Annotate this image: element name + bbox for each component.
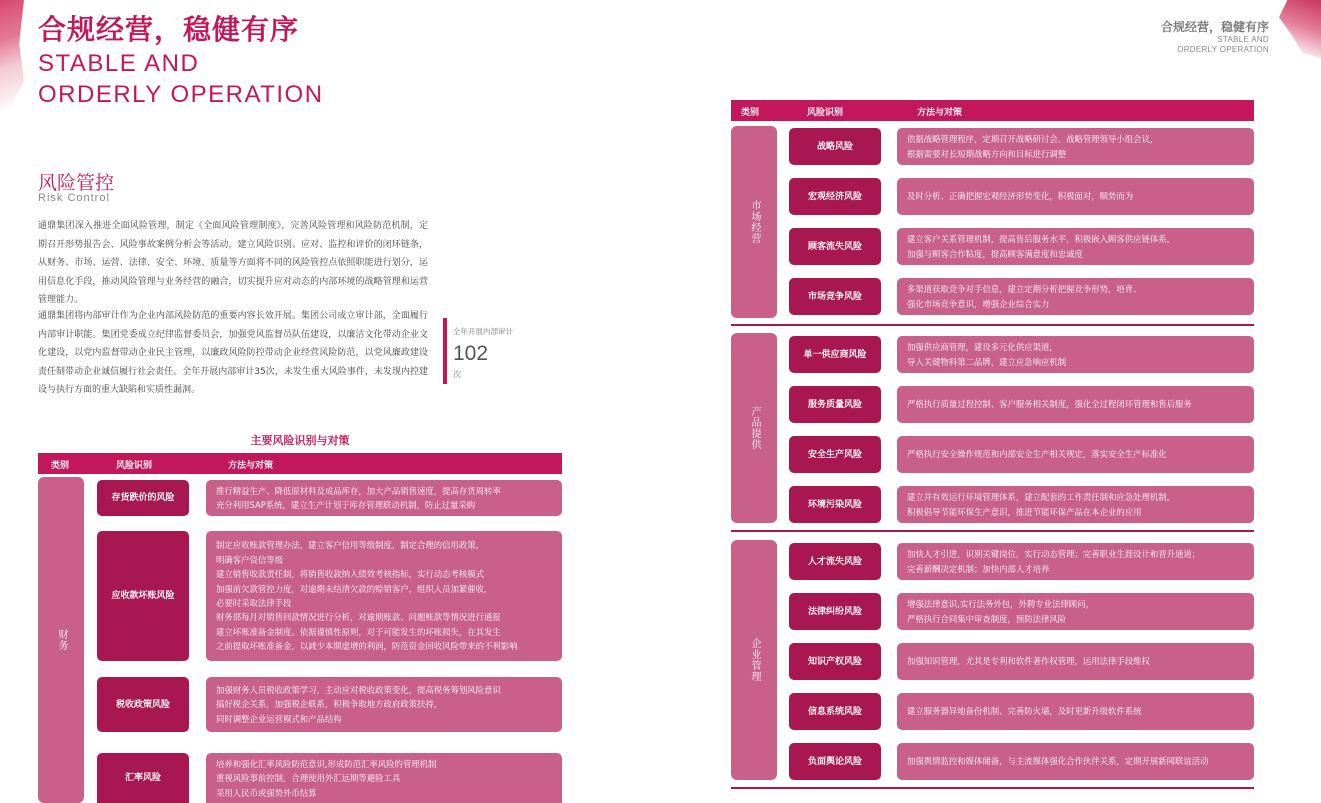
method-line: 加强舆情监控和媒体储备，与主流媒体强化合作伙伴关系，定期开展新闻联谊活动 [907,756,1209,767]
category-label: 产品提供 [749,406,760,450]
method-line: 采用人民币或强势外币结算 [216,787,317,798]
stat-label: 全年开展内部审计 [453,327,513,336]
method-line: 强化市场竞争意识，增强企业综合实力 [907,298,1050,309]
risk-item: 人才流失风险 [789,543,881,580]
method-line: 财务部每月对销售回款情况进行分析，对逾期账款、问题账款等情况进行通报 [216,612,501,623]
category-market [731,126,777,318]
method-line: 建立客户关系管理机制，提高售后服务水平，积极嵌入顾客供应链体系， [907,234,1175,245]
risk-item: 单一供应商风险 [789,336,881,373]
category-divider [731,324,1254,326]
risk-item: 战略风险 [789,128,881,165]
method-item [897,228,1254,265]
risk-item: 存货跌价的风险 [97,480,189,516]
col-method: 方法与对策 [228,461,274,471]
method-line: 依据战略管理程序，定期召开战略研讨会、战略管理领导小组会议， [907,134,1159,145]
method-line: 严格执行质量过程控制、客户服务相关制度，强化全过程闭环管理和售后服务 [907,399,1192,410]
method-line: 建立并有效运行环境管理体系，建立配套的工作责任制和应急处理机制， [907,492,1175,503]
method-line: 建立销售收款责任制，将销售收款纳入绩效考核指标，实行动态考核模式 [216,569,484,580]
category-label: 财务 [56,629,67,651]
method-item [897,593,1254,630]
page-title-en-line2: ORDERLY OPERATION [38,81,324,108]
method-line: 及时分析、正确把握宏观经济形势变化，积极面对，顺势而为 [907,191,1134,202]
method-item [206,480,562,516]
risk-item: 法律纠纷风险 [789,593,881,630]
table-header-left [38,453,562,474]
col-category: 类别 [51,461,70,471]
table-header-right [731,100,1254,121]
risk-item: 信息系统风险 [789,693,881,730]
method-item [897,386,1254,423]
method-line: 加强与顾客合作粘度，提高顾客满意度和忠诚度 [907,248,1083,259]
method-line: 之前提取坏账准备金，以减少本期虚增的利润，防范资金回收风险带来的不利影响 [216,641,518,652]
method-line: 建立服务器异地备份机制、完善防火墙，及时更新升级软件系统 [907,706,1142,717]
method-line: 严格执行安全操作规范和内部安全生产相关规定，落实安全生产标准化 [907,449,1167,460]
table-bottom-line [731,787,1254,789]
method-line: 必要时采取法律手段 [216,598,292,608]
method-item [897,178,1254,215]
method-item [206,753,562,803]
method-line: 严格执行合同集中审查制度，预防法律风险 [907,613,1067,624]
risk-item: 安全生产风险 [789,436,881,473]
category-enterprise [731,540,777,780]
method-item [897,486,1254,523]
category-divider [731,530,1254,532]
method-item [897,543,1254,580]
risk-item: 知识产权风险 [789,643,881,680]
method-item [897,693,1254,730]
method-line: 增强法律意识,实行法务外包，外聘专业法律顾问， [907,599,1094,610]
risk-item: 汇率风险 [97,753,189,803]
risk-item: 应收款坏账风险 [97,531,189,661]
method-line: 完善薪酬决定机制；加快内部人才培养 [907,563,1050,574]
method-item [206,677,562,732]
method-item [897,278,1254,315]
risk-item: 顾客流失风险 [789,228,881,265]
category-product [731,333,777,523]
method-item [897,128,1254,165]
running-header-en2: ORDERLY OPERATION [1177,45,1269,54]
page-title-en [38,48,324,110]
risk-item: 税收政策风险 [97,677,189,732]
method-line: 培养和强化汇率风险防范意识,形成防范汇率风险的管理机制 [216,759,437,769]
method-line: 加快人才引进，识别关键岗位，实行动态管理；完善职业生涯设计和晋升通道； [907,549,1201,560]
body-paragraph-2: 通鼎集团将内部审计作为企业内部风险防范的重要内容长效开展。集团公司成立审计部，全面履行内部审计职能。集团党委成立纪律监督委员会，加强党风监督员队伍建设，以廉洁文化带动企业文化建设，以党内监督带动企业民主管理，以廉政风险防控带动企业经营风险防范，以党风廉政建设责任制带动企业诚信履行社会责任。全年开展内部审计35次，未发生重大风险事件，未发现内控建设与执行方面的重大缺陷和实质性漏洞。 [38,311,428,396]
stat-accent-bar [443,318,447,384]
method-line: 多渠道获取竞争对手信息，建立定期分析把握竞争形势，培育、 [907,284,1142,295]
method-item [206,531,562,661]
category-label: 市场经营 [749,200,760,244]
method-line: 同时调整企业运营模式和产品结构 [216,713,342,724]
risk-item: 宏观经济风险 [789,178,881,215]
col-risk: 风险识别 [116,461,153,471]
method-line: 制定应收账款管理办法，建立客户信用等级制度，制定合理的信用政策， [216,540,484,551]
method-item [897,643,1254,680]
running-header-en1: STABLE AND [1217,35,1269,44]
method-item [897,336,1254,373]
col-risk: 风险识别 [807,108,844,118]
method-line: 导入关键物料第二品牌，建立应急响应机制 [907,356,1067,367]
risk-item: 负面舆论风险 [789,743,881,780]
method-line: 加强前欠款管控力度，对逾期未结清欠款的赊销客户，组织人员加紧催收， [216,583,493,594]
section-title: 风险管控 [38,172,115,194]
col-category: 类别 [741,108,760,118]
body-paragraph-1: 通鼎集团深入推进全面风险管理，制定《全面风险管理制度》，完善风险管理和风险防范机制，定期召开形势报告会、风险事故案例分析会等活动，建立风险识别、应对、监控和评价的闭环链条，从财务、市场、运营、法律、安全、环境、质量等方面将不同的风险管控点依照职能进行划分，运用信息化手段，推动风险管理与业务经营的融合，切实提升应对动态的内部环境的战略管理和运营管理能力。 [38,221,428,306]
method-line: 重视风险事前控制，合理使用外汇远期等避险工具 [216,773,401,784]
risk-item: 环境污染风险 [789,486,881,523]
stat-unit: 次 [453,370,461,379]
col-method: 方法与对策 [917,108,963,118]
section-subtitle: Risk Control [38,192,110,204]
method-line: 明确客户资信等级 [216,554,283,565]
table-title: 主要风险识别与对策 [250,434,350,447]
method-line: 加强知识管理，尤其是专利和软件著作权管理，运用法律手段维权 [907,656,1150,667]
stat-value: 102 [453,342,489,365]
method-line: 建立坏账准备金制度。依据谨慎性原则，对于可能发生的坏账损失，在其发生 [216,626,501,637]
running-header-cn: 合规经营，稳健有序 [1160,20,1269,34]
page-title-en-line1: STABLE AND [38,50,200,77]
method-line: 根据需要对长短期战略方向和目标进行调整 [907,148,1067,159]
decorative-brush-left [0,0,24,108]
method-line: 充分利用SAP系统，建立生产计划于库存管理联动机制，防止过量采购 [216,500,476,510]
method-line: 加强供应商管理，建设多元化供应渠道， [907,342,1058,353]
risk-item: 市场竞争风险 [789,278,881,315]
category-label: 企业管理 [749,638,760,682]
risk-item: 服务质量风险 [789,386,881,423]
method-line: 积极倡导节能环保生产意识，推进节能环保产品在本企业的应用 [907,506,1142,517]
method-line: 推行精益生产、降低原材料及成品库存，加大产品销售速度，提高存货周转率 [216,485,501,496]
decorative-brush-right [1279,0,1321,58]
category-finance [38,477,84,803]
method-item [897,436,1254,473]
page-title: 合规经营，稳健有序 [38,13,300,46]
method-line: 搞好税企关系，加强税企联系，积极争取地方政府政策扶持， [216,699,443,710]
method-item [897,743,1254,780]
method-line: 加强财务人员税收政策学习，主动应对税收政策变化，提高税务筹划风险意识 [216,684,501,695]
